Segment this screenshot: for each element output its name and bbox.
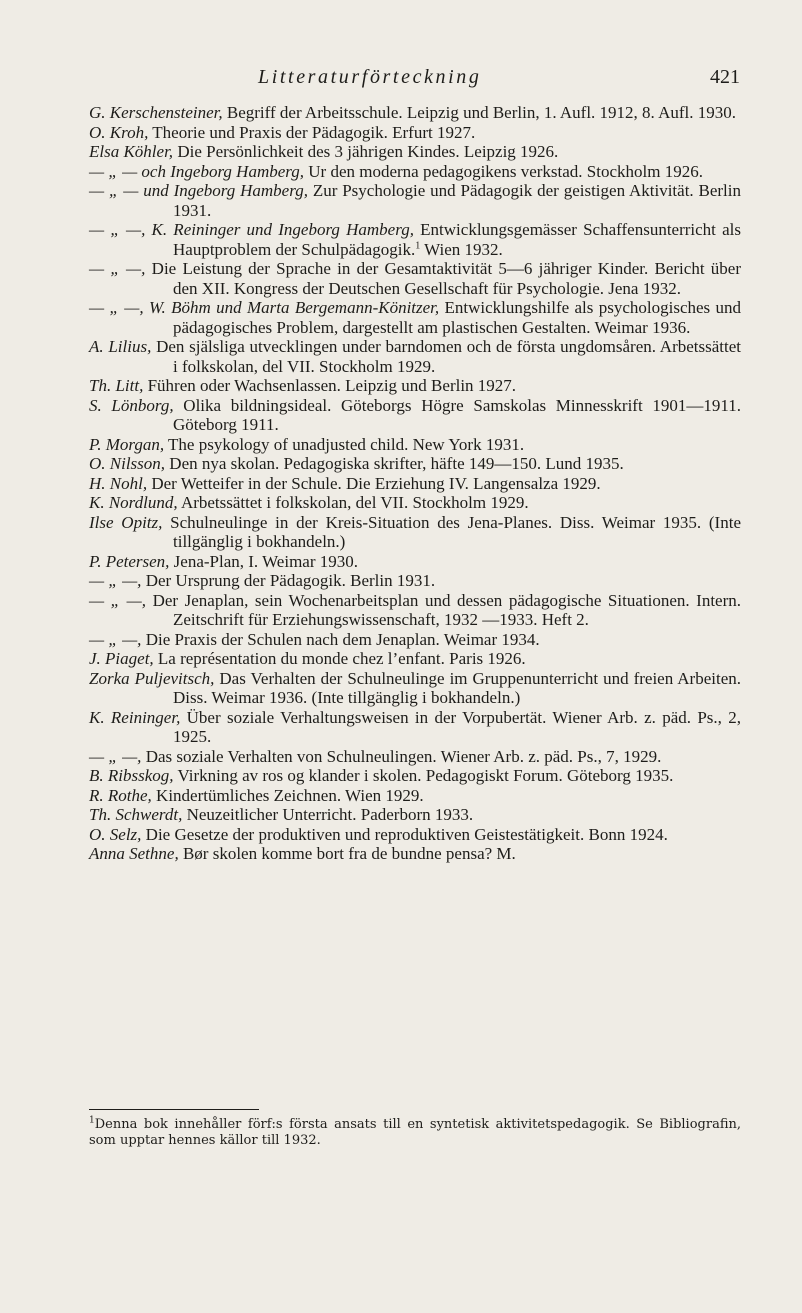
bibliography-entry xyxy=(89,825,741,845)
entry-author: O. Kroh, xyxy=(89,122,149,142)
entry-author: — „ —, xyxy=(89,746,142,766)
entry-author: — „ —, xyxy=(89,629,142,649)
entry-text: Über soziale Verhaltungsweisen in der Vorpubertät. Wiener Arb. z. päd. Ps., 2, 1925. xyxy=(173,707,741,746)
bibliography-entry xyxy=(89,103,741,123)
entry-text: Kindertümliches Zeichnen. Wien 1929. xyxy=(151,785,424,805)
entry-text: Entwicklungsgemässer Schaffensunterricht als Hauptproblem der Schulpädagogik. xyxy=(173,220,741,259)
bibliography-entry xyxy=(89,123,741,143)
running-title: Litteraturförteckning xyxy=(258,66,482,88)
footnote-rule xyxy=(89,1109,259,1110)
bibliography-entry xyxy=(89,708,741,747)
bibliography-entry xyxy=(89,630,741,650)
footnote xyxy=(89,1117,741,1149)
bibliography-entry xyxy=(89,142,741,162)
bibliography-entry xyxy=(89,493,741,513)
entry-author: R. Rothe, xyxy=(89,785,152,805)
entry-text: Der Jenaplan, sein Wochenarbeitsplan und dessen pädagogische Situationen. Intern. Zeitschrift für Erziehungswissenschaft, 1932 —1933. Heft 2. xyxy=(146,590,742,629)
entry-author: Elsa Köhler, xyxy=(89,142,174,161)
bibliography-list xyxy=(89,103,741,864)
entry-text: The psykology of unadjusted child. New York 1931. xyxy=(164,434,525,454)
page-number: 421 xyxy=(710,66,740,88)
entry-author: — „ —, W. Böhm und Marta Bergemann-Könitzer, xyxy=(89,298,440,317)
entry-text: Arbetssättet i folkskolan, del VII. Stockholm 1929. xyxy=(177,493,529,512)
bibliography-entry xyxy=(89,220,741,259)
entry-author: O. Selz, xyxy=(89,824,142,844)
bibliography-entry xyxy=(89,669,741,708)
entry-text: Theorie und Praxis der Pädagogik. Erfurt 1927. xyxy=(148,122,476,142)
entry-author: A. Lilius, xyxy=(89,337,152,356)
entry-text: Neuzeitlicher Unterricht. Paderborn 1933. xyxy=(182,805,474,824)
entry-author: Ilse Opitz, xyxy=(89,512,163,532)
entry-text: Ur den moderna pedagogikens verkstad. Stockholm 1926. xyxy=(304,161,703,181)
bibliography-entry xyxy=(89,571,741,591)
bibliography-entry xyxy=(89,513,741,552)
bibliography-entry xyxy=(89,181,741,220)
entry-author: Zorka Puljevitsch, xyxy=(89,668,215,688)
entry-text: Bør skolen komme bort fra de bundne pensa? M. xyxy=(178,844,516,863)
entry-text: Der Wetteifer in der Schule. Die Erziehung IV. Langensalza 1929. xyxy=(147,473,601,493)
entry-text: Den själsliga utvecklingen under barndomen och de första ungdomsåren. Arbetssättet i folkskolan, del VII. Stockholm 1929. xyxy=(151,337,741,376)
bibliography-entry xyxy=(89,747,741,767)
entry-text: La représentation du monde chez l’enfant. Paris 1926. xyxy=(153,649,526,668)
bibliography-entry xyxy=(89,805,741,825)
entry-text: Die Leistung der Sprache in der Gesamtaktivität 5—6 jähriger Kinder. Bericht über den XII. Kongress der Deutschen Gesellschaft für Psychologie. Jena 1932. xyxy=(145,259,741,298)
entry-author: — „ —, xyxy=(89,571,142,590)
entry-author: P. Petersen, xyxy=(89,551,170,571)
footnote-reference: 1 xyxy=(415,239,421,251)
entry-text: Den nya skolan. Pedagogiska skrifter, häfte 149—150. Lund 1935. xyxy=(165,454,624,473)
bibliography-entry xyxy=(89,649,741,669)
entry-author: — „ —, xyxy=(89,590,147,610)
entry-author: H. Nohl, xyxy=(89,473,148,493)
entry-text: Der Ursprung der Pädagogik. Berlin 1931. xyxy=(141,571,436,590)
entry-text: Zur Psychologie und Pädagogik der geistigen Aktivität. Berlin 1931. xyxy=(173,181,742,220)
entry-text: Das soziale Verhalten von Schulneulingen. Wiener Arb. z. päd. Ps., 7, 1929. xyxy=(141,746,662,766)
bibliography-entry xyxy=(89,435,741,455)
entry-author: Anna Sethne, xyxy=(89,844,179,863)
entry-text: Olika bildningsideal. Göteborgs Högre Samskolas Minnesskrift 1901—1911. Göteborg 1911. xyxy=(173,395,741,434)
bibliography-entry xyxy=(89,844,741,864)
bibliography-entry xyxy=(89,766,741,786)
entry-author: B. Ribsskog, xyxy=(89,766,174,785)
entry-text: Entwicklungshilfe als psychologisches und pädagogisches Problem, dargestellt am plastischen Gestalten. Weimar 1936. xyxy=(173,298,741,337)
bibliography-entry xyxy=(89,337,741,376)
entry-author: — „ — och Ingeborg Hamberg, xyxy=(89,161,305,181)
entry-author: — „ —, K. Reininger und Ingeborg Hamberg, xyxy=(89,220,414,239)
entry-author: Th. Schwerdt, xyxy=(89,805,183,824)
entry-text: Schulneulinge in der Kreis-Situation des Jena-Planes. Diss. Weimar 1935. (Inte tillgänglig i bokhandeln.) xyxy=(162,512,741,551)
bibliography-entry xyxy=(89,162,741,182)
page-header xyxy=(258,66,740,92)
entry-text-after: Wien 1932. xyxy=(420,239,503,259)
bibliography-entry xyxy=(89,786,741,806)
bibliography-entry xyxy=(89,474,741,494)
bibliography-entry xyxy=(89,454,741,474)
entry-author: Th. Litt, xyxy=(89,376,144,395)
bibliography-entry xyxy=(89,298,741,337)
entry-author: P. Morgan, xyxy=(89,434,165,454)
entry-author: — „ —, xyxy=(89,259,146,278)
entry-text: Die Gesetze der produktiven und reproduktiven Geistestätigkeit. Bonn 1924. xyxy=(141,824,668,844)
entry-author: K. Nordlund, xyxy=(89,493,178,512)
entry-text: Virkning av ros og klander i skolen. Pedagogiskt Forum. Göteborg 1935. xyxy=(173,766,674,785)
entry-text: Die Praxis der Schulen nach dem Jenaplan. Weimar 1934. xyxy=(141,629,540,649)
bibliography-entry xyxy=(89,259,741,298)
footnote-text: Denna bok innehåller förf:s första ansats till en syntetisk aktivitetspedagogik. Se Bibliografin, som upptar hennes källor till 1932. xyxy=(89,1117,741,1148)
entry-author: — „ — und Ingeborg Hamberg, xyxy=(89,181,308,200)
entry-text: Führen oder Wachsenlassen. Leipzig und Berlin 1927. xyxy=(143,376,517,395)
entry-text: Die Persönlichkeit des 3 jährigen Kindes. Leipzig 1926. xyxy=(173,142,559,161)
bibliography-entry xyxy=(89,591,741,630)
entry-text: Begriff der Arbeitsschule. Leipzig und Berlin, 1. Aufl. 1912, 8. Aufl. 1930. xyxy=(222,103,737,122)
entry-author: G. Kerschensteiner, xyxy=(89,103,223,122)
bibliography-entry xyxy=(89,396,741,435)
entry-author: O. Nilsson, xyxy=(89,454,166,473)
bibliography-entry xyxy=(89,552,741,572)
entry-author: J. Piaget, xyxy=(89,649,154,668)
entry-author: S. Lönborg, xyxy=(89,395,174,415)
footnote-marker: 1 xyxy=(89,1115,95,1126)
entry-author: K. Reininger, xyxy=(89,707,181,727)
entry-text: Das Verhalten der Schulneulinge im Gruppenunterricht und freien Arbeiten. Diss. Weimar 1936. (Inte tillgänglig i bokhandeln.) xyxy=(173,668,741,707)
entry-text: Jena-Plan, I. Weimar 1930. xyxy=(169,551,358,571)
bibliography-entry xyxy=(89,376,741,396)
